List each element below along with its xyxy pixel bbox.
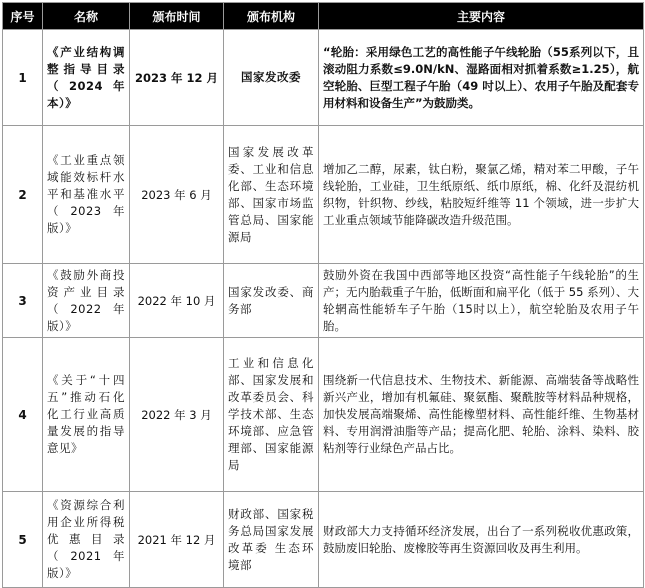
table-header-row bbox=[3, 3, 644, 30]
row-content: “轮胎：采用绿色工艺的高性能子午线轮胎（55系列以下，且滚动阻力系数≤9.0N/kN、湿路面相对抓着系数≥1.25），航空轮胎、巨型工程子午胎（49 吋以上）、农用子午胎及配套专用材料和设备生产”为鼓励类。 bbox=[319, 30, 644, 126]
header-agency: 颁布机构 bbox=[224, 3, 319, 30]
row-agency: 国家发改委、商务部 bbox=[224, 264, 319, 338]
row-num: 4 bbox=[3, 338, 43, 492]
row-agency: 国家发改委 bbox=[224, 30, 319, 126]
row-content: 围绕新一代信息技术、生物技术、新能源、高端装备等战略性新兴产业，增加有机氟硅、聚氨酯、聚酰胺等材料品种规格，加快发展高端聚烯、高性能橡塑材料、高性能纤维、生物基材料、专用润滑油脂等产品；提高化肥、轮胎、涂料、染料、胶粘剂等行业绿色产品占比。 bbox=[319, 338, 644, 492]
row-agency: 工业和信息化部、国家发展和改革委员会、科学技术部、生态环境部、应急管理部、国家能源局 bbox=[224, 338, 319, 492]
row-num: 1 bbox=[3, 30, 43, 126]
table-row bbox=[3, 264, 644, 338]
row-agency: 财政部、国家税务总局国家发展改革委 生态环境部 bbox=[224, 492, 319, 588]
row-agency: 国家发展改革委、工业和信息化部、生态环境部、国家市场监管总局、国家能源局 bbox=[224, 126, 319, 264]
row-date: 2021 年 12 月 bbox=[130, 492, 224, 588]
header-date: 颁布时间 bbox=[130, 3, 224, 30]
row-name: 《产业结构调整指导目录（2024年本）》 bbox=[43, 30, 130, 126]
row-date: 2023 年 12 月 bbox=[130, 30, 224, 126]
table-row bbox=[3, 126, 644, 264]
row-name: 《鼓励外商投资产业目录（2022年版）》 bbox=[43, 264, 130, 338]
table-row bbox=[3, 338, 644, 492]
row-num: 2 bbox=[3, 126, 43, 264]
row-content: 财政部大力支持循环经济发展，出台了一系列税收优惠政策，鼓励废旧轮胎、废橡胶等再生资源回收及再生利用。 bbox=[319, 492, 644, 588]
row-name: 《资源综合利用企业所得税优惠目录（2021年版）》 bbox=[43, 492, 130, 588]
row-date: 2022 年 10 月 bbox=[130, 264, 224, 338]
header-name: 名称 bbox=[43, 3, 130, 30]
table-row bbox=[3, 492, 644, 588]
row-num: 5 bbox=[3, 492, 43, 588]
row-name: 《关于“十四五”推动石化化工行业高质量发展的指导意见》 bbox=[43, 338, 130, 492]
table-row bbox=[3, 30, 644, 126]
header-num: 序号 bbox=[3, 3, 43, 30]
row-name: 《工业重点领域能效标杆水平和基准水平（2023年版）》 bbox=[43, 126, 130, 264]
row-date: 2023 年 6 月 bbox=[130, 126, 224, 264]
row-num: 3 bbox=[3, 264, 43, 338]
header-content: 主要内容 bbox=[319, 3, 644, 30]
row-content: 增加乙二醇，尿素，钛白粉，聚氯乙烯，精对苯二甲酸，子午线轮胎，工业硅，卫生纸原纸、纸巾原纸，棉、化纤及混纺机织物，针织物、纱线，粘胶短纤维等 11 个领域，进一步扩大工业重点领域节能降碳改造升级范围。 bbox=[319, 126, 644, 264]
row-content: 鼓励外资在我国中西部等地区投资“高性能子午线轮胎”的生产；无内胎载重子午胎，低断面和扁平化（低于 55 系列）、大轮辋高性能轿车子午胎（15时以上），航空轮胎及农用子午胎。 bbox=[319, 264, 644, 338]
row-date: 2022 年 3 月 bbox=[130, 338, 224, 492]
policy-table bbox=[2, 2, 644, 588]
